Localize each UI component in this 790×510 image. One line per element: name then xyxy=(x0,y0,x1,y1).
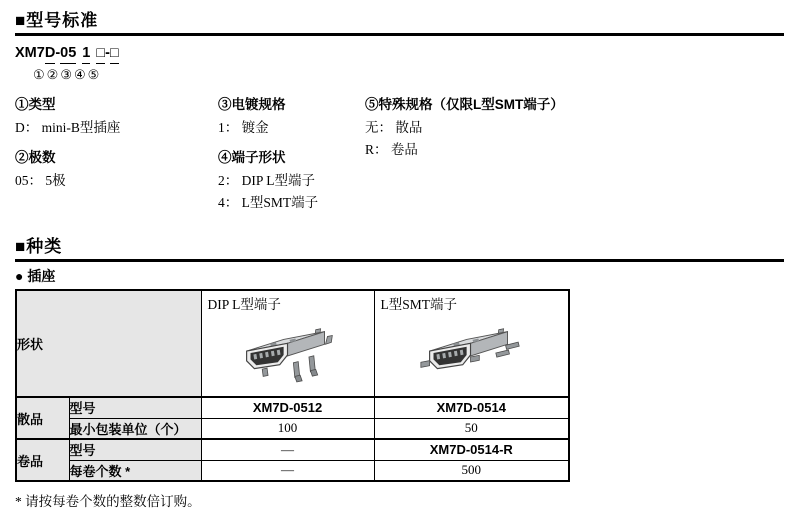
spec-heading: ②极数 xyxy=(15,150,56,166)
spec-line: 2： DIP L型端子 xyxy=(218,173,315,189)
section-title-types: ■种类 xyxy=(15,237,63,257)
spec-group-special xyxy=(365,95,784,161)
table-row-bulk-packaging xyxy=(16,418,569,439)
model-code-part: 1 xyxy=(82,46,90,64)
group-label-reel: 卷品 xyxy=(16,439,69,481)
model-code-digit-row xyxy=(33,67,784,82)
circled-number: ⑤ xyxy=(87,67,100,83)
cell-bulk-model-dip: XM7D-0512 xyxy=(201,397,374,418)
model-code-part: - xyxy=(105,45,110,61)
model-code xyxy=(15,45,784,64)
spec-line: R： 卷品 xyxy=(365,142,418,158)
circled-number: ① xyxy=(33,67,45,83)
spec-line: 05： 5极 xyxy=(15,173,66,189)
model-code-part: D xyxy=(45,46,55,64)
spec-line: 1： 镀金 xyxy=(218,120,269,136)
cell-reel-qty-dip: — xyxy=(201,460,374,481)
footnote: * 请按每卷个数的整数倍订购。 xyxy=(15,494,201,510)
spec-group-plating xyxy=(218,95,365,139)
cell-reel-model-smt: XM7D-0514-R xyxy=(374,439,569,460)
row-name-cell: 型号 xyxy=(69,439,201,460)
row-name-cell: 每卷个数 * xyxy=(69,460,201,481)
column-header-smt xyxy=(374,290,569,397)
model-code-blank-box: □ xyxy=(96,46,105,64)
spec-line: 4： L型SMT端子 xyxy=(218,195,319,211)
spec-group-poles xyxy=(15,148,218,192)
cell-reel-model-dip: — xyxy=(201,439,374,460)
cell-bulk-qty-smt: 50 xyxy=(374,418,569,439)
row-name-cell: 型号 xyxy=(69,397,201,418)
spec-column xyxy=(15,95,218,223)
model-code-part: - xyxy=(55,45,61,61)
column-header-label: DIP L型端子 xyxy=(207,297,281,313)
circled-number: ④ xyxy=(73,67,86,83)
spec-group-terminal-shape xyxy=(218,148,365,214)
model-code-part: 05 xyxy=(60,46,76,64)
table-row-bulk-model xyxy=(16,397,569,418)
group-label-bulk: 散品 xyxy=(16,397,69,439)
smt-connector-image xyxy=(375,313,569,396)
spec-heading: ③电镀规格 xyxy=(218,97,286,113)
cell-reel-qty-smt: 500 xyxy=(374,460,569,481)
section-title-model-standard: ■型号标准 xyxy=(15,11,99,30)
column-header-label: L型SMT端子 xyxy=(380,297,458,313)
spec-heading: ⑤特殊规格（仅限L型SMT端子） xyxy=(365,97,564,113)
section-divider xyxy=(15,259,784,262)
table-row-reel-qty xyxy=(16,460,569,481)
cell-bulk-model-smt: XM7D-0514 xyxy=(374,397,569,418)
cell-bulk-qty-dip: 100 xyxy=(201,418,374,439)
circled-number: ② xyxy=(46,67,59,83)
shape-label-cell: 形状 xyxy=(16,290,201,397)
row-name-cell: 最小包装单位（个） xyxy=(69,418,201,439)
spec-line: D： mini-B型插座 xyxy=(15,120,121,136)
spec-line: 无： 散品 xyxy=(365,120,423,136)
circled-number: ③ xyxy=(60,67,72,83)
model-code-blank-box: □ xyxy=(110,46,119,64)
types-table xyxy=(15,289,570,482)
spec-legend xyxy=(15,95,784,223)
table-row-reel-model xyxy=(16,439,569,460)
dip-connector-image xyxy=(202,313,374,396)
spec-column xyxy=(365,95,784,223)
model-code-part: XM7 xyxy=(15,45,45,61)
column-header-dip xyxy=(201,290,374,397)
spec-group-type xyxy=(15,95,218,139)
spec-column xyxy=(218,95,365,223)
spec-heading: ①类型 xyxy=(15,97,56,113)
table-header-row xyxy=(16,290,569,397)
socket-subheading: ● 插座 xyxy=(15,268,56,285)
spec-heading: ④端子形状 xyxy=(218,150,286,166)
section-divider xyxy=(15,33,784,36)
